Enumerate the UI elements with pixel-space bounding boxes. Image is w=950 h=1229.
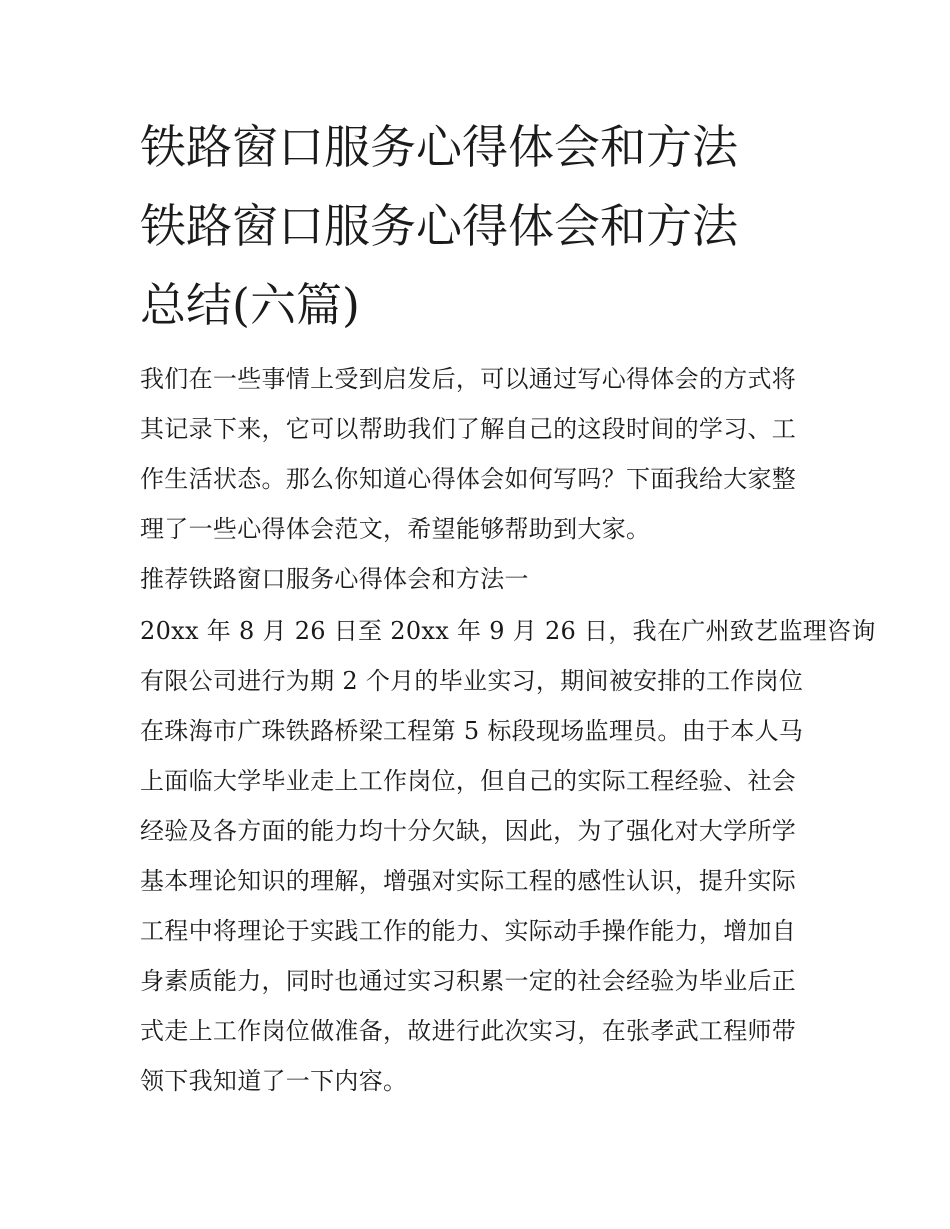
- intro-line-3: 作生活状态。那么你知道心得体会如何写吗？下面我给大家整: [140, 465, 797, 493]
- body-line-3: 在珠海市广珠铁路桥梁工程第 5 标段现场监理员。由于本人马: [140, 717, 804, 745]
- body-line-8: 身素质能力，同时也通过实习积累一定的社会经验为毕业后正: [140, 967, 797, 995]
- document-title-line-2: 铁路窗口服务心得体会和方法: [140, 199, 738, 253]
- intro-line-2: 其记录下来，它可以帮助我们了解自己的这段时间的学习、工: [140, 415, 797, 443]
- body-line-9: 式走上工作岗位做准备，故进行此次实习，在张孝武工程师带: [140, 1017, 797, 1045]
- section-heading: 推荐铁路窗口服务心得体会和方法一: [140, 565, 529, 593]
- body-line-5: 经验及各方面的能力均十分欠缺，因此，为了强化对大学所学: [140, 817, 797, 845]
- body-line-2: 有限公司进行为期 2 个月的毕业实习，期间被安排的工作岗位: [140, 667, 804, 695]
- body-line-7: 工程中将理论于实践工作的能力、实际动手操作能力，增加自: [140, 917, 797, 945]
- document-title-line-3: 总结(六篇): [140, 278, 360, 332]
- document-title-line-1: 铁路窗口服务心得体会和方法: [140, 120, 738, 174]
- body-line-6: 基本理论知识的理解，增强对实际工程的感性认识，提升实际: [140, 867, 797, 895]
- body-line-4: 上面临大学毕业走上工作岗位，但自己的实际工程经验、社会: [140, 767, 797, 795]
- body-line-10: 领下我知道了一下内容。: [140, 1067, 408, 1095]
- intro-line-1: 我们在一些事情上受到启发后，可以通过写心得体会的方式将: [140, 365, 797, 393]
- intro-line-4: 理了一些心得体会范文，希望能够帮助到大家。: [140, 515, 651, 543]
- body-line-1: 20xx 年 8 月 26 日至 20xx 年 9 月 26 日，我在广州致艺监理咨询: [140, 617, 876, 645]
